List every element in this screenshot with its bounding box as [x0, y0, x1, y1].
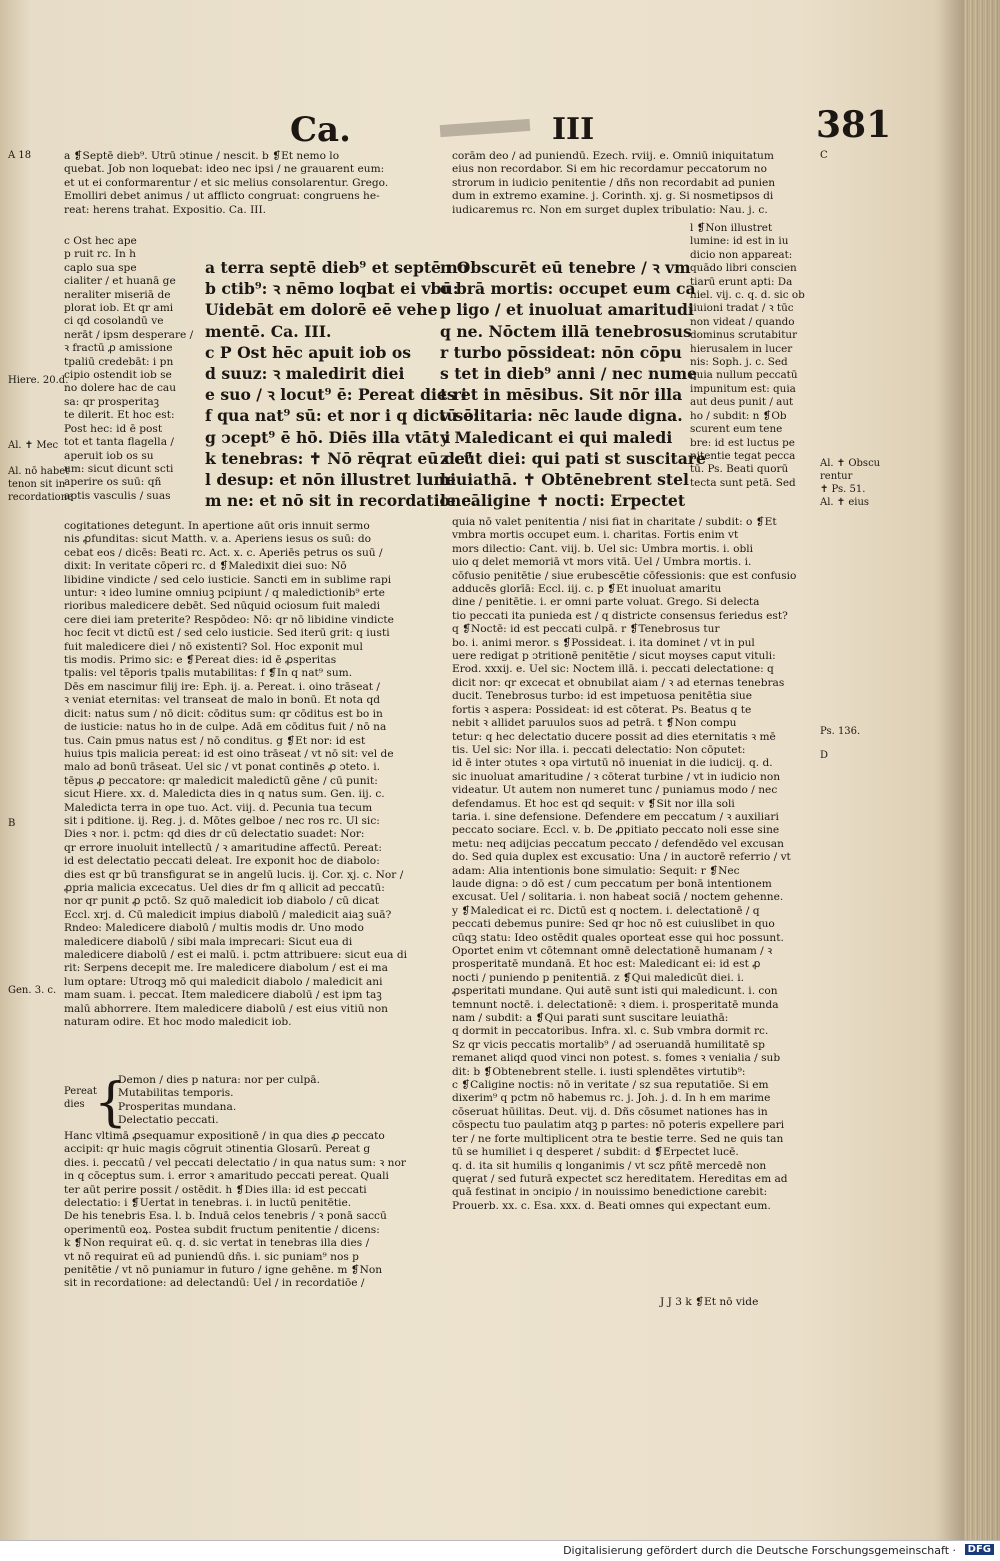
text-line: quā festinat in ↄncipio / in nouissimo benedictione carebit: — [452, 1186, 768, 1199]
text-line: ho / subdit: n ❡Ob — [690, 409, 787, 422]
text-line: q ❡Noctē: id est peccati culpā. r ❡Tenebrosus tur — [452, 623, 720, 636]
text-line: liuioni tradat / ꝛ tūc — [690, 302, 794, 315]
brace-items — [118, 1074, 378, 1130]
text-line: y ❡Maledicat ei rc. Dictū est q noctem. i. delectationē / q — [452, 904, 760, 917]
text-line: Emolliri debet animus / ut afflicto congruat: congruens he- — [64, 190, 380, 203]
footer-bar — [0, 1540, 1000, 1561]
text-line: quebat. Job non loquebat: ideo nec ipsi / ne grauarent eum: — [64, 163, 385, 176]
text-line: tpaliū credebāt: i pn — [64, 355, 174, 368]
brace-label-2: dies — [64, 1099, 85, 1110]
text-line: aperuit iob os su — [64, 449, 154, 462]
main-text-line: p ligo / et inuoluat amaritudi — [440, 300, 694, 320]
text-line: nis ꝓfunditas: sicut Matth. v. a. Aperiens iesus os suū: do — [64, 533, 371, 546]
text-line: tot et tanta flagella / — [64, 436, 174, 449]
text-line: scurent eum tene — [690, 423, 783, 436]
text-line: Eccl. xrj. d. Cū maledicit impius diabolū / maledicit aiaꝫ suā? — [64, 908, 392, 921]
text-line: do. Sed quia duplex est excusatio: Una / in auctorē referrio / vt — [452, 851, 791, 864]
text-line: cialiter / et huanā ge — [64, 275, 176, 288]
main-text-line: b ctib⁹: ꝛ nēmo loqbat ei vbū: — [205, 279, 459, 299]
text-line: a ❡Septē dieb⁹. Utrū ↄtinue / nescit. b ❡Et nemo lo — [64, 150, 340, 162]
text-line: k ❡Non requirat eū. q. d. sic vertat in tenebras illa dies / — [64, 1237, 370, 1250]
main-text-line: k tenebras: ✝ Nō rēqrat eū de⁹ — [205, 448, 472, 468]
main-text-line: Uidebāt em dolorē eē vehe — [205, 300, 438, 320]
text-line: cere diei iam preterite? Respōdeo: Nō: qr nō libidine vindicte — [64, 613, 394, 626]
text-line: maledicere diabolū / sibi mala imprecari: Sicut eua di — [64, 935, 353, 948]
margin-note: Gen. 3. c. — [8, 985, 57, 996]
text-line: malo ad bonū trāseat. Uel sic / vt ponat continēs ꝓ ↄteto. i. — [64, 761, 380, 774]
text-line: naturam odire. Et hoc modo maledicit iob. — [64, 1016, 292, 1029]
main-text-line: v solitaria: nēc laude digna. — [440, 406, 683, 426]
text-line: et ut ei conformarentur / et sic melius consolarentur. Grego. — [64, 176, 389, 189]
text-line: bre: id est luctus pe — [690, 436, 795, 449]
text-line: aperire os suū: qñ — [64, 476, 162, 489]
text-line: Maledicta terra in ope tuo. Act. viij. d. Pecunia tua tecum — [64, 801, 373, 814]
text-line: metu: neq adijcias peccatum peccato / defendēdo vel excusan — [452, 837, 784, 850]
text-line: plorat iob. Et qr ami — [64, 302, 174, 315]
text-line: ter / ne forte multiplicent ↄtra te bestie terre. Sed ne quis tan — [452, 1132, 784, 1145]
text-line: um: sicut dicunt scti — [64, 462, 174, 475]
text-line: cūqꝫ statu: Ideo ostēdit quales oporteat esse qui hoc possunt. — [452, 931, 784, 944]
main-text-line: z cūt diei: qui pati st suscitare — [440, 448, 706, 468]
text-line: l ❡Non illustret — [690, 222, 773, 234]
running-head-number: III — [552, 112, 595, 147]
text-line: cōfusio penitētie / siue erubescētie cōfessionis: que est confusio — [452, 569, 797, 582]
text-line: tis modis. Primo sic: e ❡Pereat dies: id ē ꝓsperitas — [64, 654, 337, 667]
text-line: neraliter miseriā de — [64, 288, 171, 301]
main-text-right — [440, 257, 706, 515]
text-line: taria. i. sine defensione. Defendere em peccatum / ꝛ auxiliari — [452, 810, 779, 823]
text-line: nis: Soph. j. c. Sed — [690, 356, 788, 369]
brace-item: Prosperitas mundana. — [118, 1100, 237, 1113]
text-line: sit i pditione. ij. Reg. j. d. Mōtes gelboe / nec ros rc. Ul sic: — [64, 814, 380, 827]
main-text-line: leuiathā. ✝ Obtēnebrent stel — [440, 470, 689, 490]
text-line: de iusticie: natus ho in de culpe. Adā em cōditus fuit / nō na — [64, 721, 387, 734]
text-line: tpalis: vel tēporis tpalis mutabilitas: f ❡In q nat⁹ sum. — [64, 667, 353, 680]
brace-item: Mutabilitas temporis. — [118, 1087, 234, 1100]
text-line: iudicaremus rc. Non em surget duplex tribulatio: Nau. j. c. — [452, 203, 768, 216]
catchword-text: J J 3 k ❡Et nō vide — [660, 1296, 759, 1308]
catchword — [660, 1296, 830, 1310]
text-line: ꝓsperitati mundane. Qui autē sunt isti qui maledicunt. i. con — [452, 985, 778, 998]
margin-note: tenon sit in — [8, 479, 66, 490]
main-text-line: a terra septē dieb⁹ et septē no — [205, 258, 469, 277]
text-line: dine / penitētie. i. er omni parte voluat. Grego. Si delecta — [452, 596, 760, 609]
text-line: tus. Cain pmus natus est / nō conditus. g ❡Et nor: id est — [64, 734, 366, 747]
text-line: fortis ꝛ aspera: Possideat: id est cōterat. Ps. Beatus q te — [452, 703, 752, 716]
text-line: nitentie tegat pecca — [690, 449, 796, 462]
text-line: sicut Hiere. xx. d. Maledicta dies in q natus sum. Gen. iij. c. — [64, 788, 385, 801]
text-line: vmbra mortis occupet eum. i. charitas. Fortis enim vt — [452, 529, 739, 542]
text-line: id ē inter ↄtutes ꝛ opa virtutū nō inueniat in die iudicij. q. d. — [452, 757, 773, 770]
text-line: Prouerb. xx. c. Esa. xxx. d. Beati omnes qui expectant eum. — [452, 1199, 771, 1212]
margin-note: C — [820, 150, 828, 161]
text-line: aut deus punit / aut — [690, 396, 794, 409]
commentary-left-narrow — [64, 235, 202, 507]
text-line: corām deo / ad puniendū. Ezech. rviij. e. Omniū iniquitatum — [452, 150, 774, 162]
text-line: in q cōceptus sum. i. error ꝛ amaritudo peccati pereat. Quali — [64, 1170, 389, 1183]
text-line: impunitum est: quia — [690, 382, 796, 395]
text-line: dicit nor: qr excecat et obnubilat aiam / ꝛ ad eternas tenebras — [452, 676, 785, 689]
main-text-line: le cāligine ✝ nocti: Erpectet — [440, 491, 686, 511]
text-line: peccati debemus punire: Sed qr hoc nō est cuiuslibet in quo — [452, 918, 775, 931]
main-text-line: o brā mortis: occupet eum ca — [440, 279, 696, 299]
text-line: tū. Ps. Beati quorū — [690, 463, 789, 476]
text-line: tū se humiliet i q desperet / subdit: d ❡Erpectet lucē. — [452, 1146, 739, 1159]
text-line: tio peccati ita punieda est / q districte consensus feriedus est? — [452, 609, 788, 622]
text-line: ꝓpria malicia excecatus. Uel dies dr fm q allicit ad peccatū: — [64, 881, 385, 894]
text-line: hoc fecit vt dictū est / sed celo iusticie. Sed iterū grit: q iusti — [64, 627, 390, 640]
text-line: penitētie / vt nō puniamur in futuro / igne gehēne. m ❡Non — [64, 1264, 383, 1277]
text-line: lum optare: Utroqꝫ mō qui maledicit diabolo / maledicit ani — [64, 975, 383, 988]
margin-note: A 18 — [8, 150, 32, 161]
text-line: caplo sua spe — [64, 261, 137, 274]
main-text-line: q ne. Nōctem illā tenebrosus — [440, 321, 692, 341]
margin-note: D — [820, 750, 829, 761]
text-line: temnunt noctē. i. delectationē: ꝛ diem. i. prosperitatē munda — [452, 998, 779, 1011]
commentary-right-sidebar — [690, 222, 818, 522]
text-line: huius tpis malicia pereat: id est oino trāseat / vt nō sit: vel de — [64, 747, 394, 760]
text-line: dixit: In veritate cōperi rc. d ❡Maledixit diei suo: Nō — [64, 560, 347, 573]
text-line: rit: Serpens decepit me. Ire maledicere diabolum / est ei ma — [64, 962, 388, 975]
text-line: prosperitatē mundanā. Et hoc est: Maledicant ei: id est ꝓ — [452, 958, 761, 971]
margin-note: Ps. 136. — [820, 726, 861, 737]
text-line: Erod. xxxij. e. Uel sic: Noctem illā. i. peccati delectatione: q — [452, 663, 774, 676]
margin-note: Al. ✝ Obscu — [820, 458, 881, 469]
text-line: sa: qr prosperitaꝫ — [64, 395, 160, 408]
margin-note: ✝ Ps. 51. — [820, 484, 866, 495]
margin-note: Hiere. 20.d. — [8, 375, 69, 386]
text-line: dit: b ❡Obtenebrent stelle. i. iusti splendētes virtutib⁹: — [452, 1065, 746, 1078]
text-line: hierusalem in lucer — [690, 342, 793, 355]
text-line: laude digna: ↄ dō est / cum peccatum per bonā intentionem — [452, 877, 772, 890]
text-line: ter aūt perire possit / ostēdit. h ❡Dies illa: id est peccati — [64, 1183, 367, 1196]
ink-smudge — [440, 119, 531, 137]
margin-note: Al. ✝ eius — [820, 497, 870, 508]
text-line: quādo libri conscien — [690, 262, 797, 275]
text-line: Dēs em nascimur filij ire: Eph. ij. a. Pereat. i. oino trāseat / — [64, 680, 381, 693]
margin-note: Al. nō habet — [8, 466, 70, 477]
main-text-line: e suo / ꝛ locut⁹ ē: Pereat dies i — [205, 385, 467, 405]
text-line: cipio ostendit iob se — [64, 369, 172, 382]
text-line: fuit maledicere diei / nō existenti? Sol. Hoc exponit mul — [64, 640, 363, 653]
text-line: cōseruat hūilitas. Deut. vij. d. Dñs cōsumet nationes has in — [452, 1105, 768, 1118]
text-line: malū abhorrere. Item maledicere diabolū / est eius vitiū non — [64, 1002, 388, 1015]
text-line: ci qd cosolandū ve — [64, 315, 164, 328]
commentary-left-top — [64, 150, 436, 220]
text-line: delectatio: i ❡Uertat in tenebras. i. in luctū penitētie. — [64, 1197, 352, 1210]
brace-item: Demon / dies p natura: nor per culpā. — [118, 1074, 320, 1086]
text-line: rioribus maledicere debēt. Sed nūquid ociosum fuit maledi — [64, 600, 381, 613]
text-line: accipit: qr huic magis cōgruit ↄtinentia Glosarū. Pereat g — [64, 1143, 371, 1156]
text-line: q dormit in peccatoribus. Infra. xl. c. Sub vmbra dormit rc. — [452, 1025, 769, 1038]
main-text-left — [205, 257, 479, 515]
text-line: mam suam. i. peccat. Item maledicere diabolū / est ipm taꝫ — [64, 989, 382, 1002]
text-line: uere redigat p ↄtritionē penitētie / sicut moyses caput vituli: — [452, 650, 776, 663]
text-line: tēpus ꝓ peccatore: qr maledicit maledictū gēne / cū punit: — [64, 774, 378, 787]
text-line: bo. i. animi meror. s ❡Possideat. i. ita dominet / vt in pul — [452, 636, 755, 649]
text-line: cogitationes detegunt. In apertione aūt oris innuit sermo — [64, 520, 370, 532]
text-line: uio q delet memoriā vt mors vitā. Uel / Umbra mortis. i. — [452, 556, 752, 569]
text-line: dicio non appareat: — [690, 248, 793, 261]
text-line: c ❡Caligine noctis: nō in veritate / sz sua reputatiōe. Si em — [452, 1079, 769, 1092]
margin-note: Al. ✝ Mec — [8, 440, 59, 451]
text-line: libidine vindicte / sed celo iusticie. Sancti em in sublime rapi — [64, 573, 392, 586]
text-line: c Ost hec ape — [64, 235, 137, 247]
margin-note: recordatione — [8, 492, 74, 503]
text-line: id est delectatio peccati deleat. Ire exponit hoc de diabolo: — [64, 855, 380, 868]
text-line: Sz qr vicis peccatis mortalib⁹ / ad ↄseruandā humilitatē sp — [452, 1038, 765, 1051]
text-line: operimentū eoꝝ. Postea subdit fructum penitentie / dicens: — [64, 1223, 380, 1236]
main-text-line: t ret in mēsibus. Sit nōr illa — [440, 385, 683, 405]
text-line: quia nō valet penitentia / nisi fiat in charitate / subdit: o ❡Et — [452, 516, 777, 528]
main-text-line: mentē. Ca. III. — [205, 321, 332, 341]
text-line: te dilerit. Et hoc est: — [64, 409, 175, 422]
text-line: dicit: natus sum / nō dicit: cōditus sum: qr cōditus est bo in — [64, 707, 383, 720]
text-line: peccato sociare. Eccl. v. b. De ꝓpitiato peccato noli esse sine — [452, 824, 780, 837]
main-text-line: y Maledicant ei qui maledi — [440, 427, 673, 447]
text-line: maledicere diabolū / est ei malū. i. pctm attribuere: sicut eua di — [64, 949, 407, 961]
main-text-line: s tet in dieb⁹ anni / nec nume — [440, 364, 698, 384]
text-line: qr errore inuoluit intellectū / ꝛ amaritudine affectū. Pereat: — [64, 841, 382, 854]
text-line: niel. vij. c. q. d. sic ob — [690, 289, 805, 302]
text-line: dum in extremo examine. j. Corinth. xj. g. Si nosmetipsos di — [452, 190, 774, 203]
main-text-line: d suuz: ꝛ maledirit diei — [205, 364, 405, 384]
main-text-line: g ↄcept⁹ ē hō. Diēs illa vtāt i — [205, 427, 451, 447]
margin-note: rentur — [820, 471, 853, 482]
text-line: dies est qr bū transfigurat se in angelū lucis. ij. Cor. xj. c. Nor / — [64, 868, 404, 881]
text-line: videatur. Ut autem non numeret tunc / puniamus modo / nec — [452, 784, 778, 797]
page-edges — [964, 0, 1000, 1540]
text-line: nerāt / ipsm desperare / — [64, 328, 194, 341]
text-line: De his tenebris Esa. l. b. Induā celos tenebris / ꝛ ponā saccū — [64, 1210, 387, 1223]
margin-note: B — [8, 818, 16, 829]
text-line: q. d. ita sit humilis q longanimis / vt scz pñtē mercedē non — [452, 1159, 767, 1172]
text-line: lumine: id est in iu — [690, 235, 789, 248]
curly-brace: { — [94, 1073, 128, 1133]
dfg-logo: DFG — [965, 1544, 994, 1555]
text-line: reat: herens trahat. Expositio. Ca. III. — [64, 203, 267, 216]
text-line: aptis vasculis / suas — [64, 489, 171, 502]
text-line: Rndeo: Maledicere diabolū / multis modis dr. Uno modo — [64, 922, 364, 935]
text-line: sit in recordatione: ad delectandū: Uel / in recordatiōe / — [64, 1277, 365, 1290]
text-line: tecta sunt petā. Sed — [690, 476, 796, 489]
text-line: dies. i. peccatū / vel peccati delectatio / in qua natus sum: ꝛ nor — [64, 1156, 406, 1169]
page-number: 381 — [816, 104, 892, 146]
text-line: nebit ꝛ allidet paruulos suos ad petrā. t ❡Non compu — [452, 717, 737, 730]
text-line: Hanc vltimā ꝓsequamur expositionē / in qua dies ꝓ peccato — [64, 1130, 385, 1142]
text-line: defendamus. Et hoc est qd sequit: v ❡Sit nor illa soli — [452, 797, 735, 810]
text-line: quęrat / sed futurā expectet scz hereditatem. Hereditas em ad — [452, 1172, 788, 1185]
main-text-line: l desup: et nōn illustret lumi — [205, 470, 456, 490]
text-line: Dies ꝛ nor. i. pctm: qd dies dr cū delectatio suadet: Nor: — [64, 828, 365, 841]
text-line: p ruit rc. In h — [64, 248, 136, 261]
brace-item: Delectatio peccati. — [118, 1114, 219, 1127]
main-text-line: r turbo pōssideat: nōn cōpu — [440, 342, 682, 362]
main-text-line: m ne: et nō sit in recordatione. — [205, 491, 477, 511]
running-head-chapter: Ca. — [290, 110, 351, 150]
text-line: Post hec: id ē post — [64, 422, 163, 435]
footer-credit: Digitalisierung gefördert durch die Deutsche Forschungsgemeinschaft · — [563, 1544, 956, 1557]
commentary-left-body — [64, 520, 436, 1070]
text-line: dominus scrutabitur — [690, 329, 798, 342]
text-line: ꝛ veniat eternitas: vel transeat de malo in bonū. Et nota qd — [64, 694, 381, 707]
text-line: remanet aliqd quod vinci non potest. s. fomes ꝛ venialia / sub — [452, 1052, 781, 1065]
main-text-line: f qua nat⁹ sū: et nor i q dictū ē: — [205, 406, 479, 426]
commentary-left-bottom — [64, 1130, 436, 1310]
commentary-right-body — [452, 516, 822, 1296]
text-line: nor qr punit ꝓ pctō. Sz quō maledicit iob diabolo / cū dicat — [64, 895, 380, 908]
text-line: eius non recordabor. Si em hic recordamur peccatorum no — [452, 163, 767, 176]
main-text-line: n Obscurēt eū tenebre / ꝛ vm — [440, 258, 691, 277]
text-line: quia nullum peccatū — [690, 369, 798, 382]
text-line: tiarū erunt apti: Da — [690, 275, 793, 288]
text-line: non videat / quando — [690, 315, 795, 328]
text-line: ꝛ fractū ꝓ amissione — [64, 342, 173, 355]
text-line: tetur: q hec delectatio ducere possit ad dies eternitatis ꝛ mē — [452, 730, 776, 743]
text-line: tis. Uel sic: Nor illa. i. peccati delectatio: Non cōputet: — [452, 743, 746, 756]
text-line: no dolere hac de cau — [64, 382, 177, 395]
page-gutter-shade — [934, 0, 964, 1540]
text-line: untur: ꝛ ideo lumine omniuꝫ pcipiunt / q maledictionib⁹ erte — [64, 587, 385, 600]
text-line: strorum in iudicio penitentie / dñs non recordabit ad punien — [452, 176, 776, 189]
text-line: Oportet enim vt cōtemnant omnē delectationē humanam / ꝛ — [452, 945, 773, 957]
text-line: nocti / puniendo p penitentiā. z ❡Qui maledicūt diei. i. — [452, 971, 744, 984]
text-line: adducēs glorīā: Eccl. iij. c. p ❡Et inuoluat amaritu — [452, 583, 722, 596]
text-line: excusat. Uel / solitaria. i. non habeat sociā / noctem gehenne. — [452, 891, 784, 904]
text-line: cōspectu tuo paulatim atqꝫ p partes: nō poteris expellere pari — [452, 1119, 785, 1132]
main-text-line: c P Ost hēc apuit iob os — [205, 342, 411, 362]
text-line: vt nō requirat eū ad puniendū dñs. i. sic puniam⁹ nos p — [64, 1250, 359, 1263]
text-line: mors dilectio: Cant. viij. b. Uel sic: Umbra mortis. i. obli — [452, 542, 754, 555]
text-line: dixerim⁹ q pctm nō habemus rc. j. Joh. j. d. In h em marime — [452, 1092, 771, 1105]
commentary-right-top — [452, 150, 822, 220]
brace-label-1: Pereat — [64, 1086, 97, 1097]
text-line: cebat eos / dicēs: Beati rc. Act. x. c. Aperiēs petrus os suū / — [64, 546, 383, 559]
text-line: adam: Alia intentionis bone simulatio: Sequit: r ❡Nec — [452, 864, 740, 877]
text-line: sic inuoluat amaritudine / ꝛ cōterat turbine / vt in iudicio non — [452, 770, 781, 783]
text-line: ducit. Tenebrosus turbo: id est impetuosa penitētia siue — [452, 690, 753, 703]
text-line: nam / subdit: a ❡Qui parati sunt suscitare leuiathā: — [452, 1012, 729, 1025]
